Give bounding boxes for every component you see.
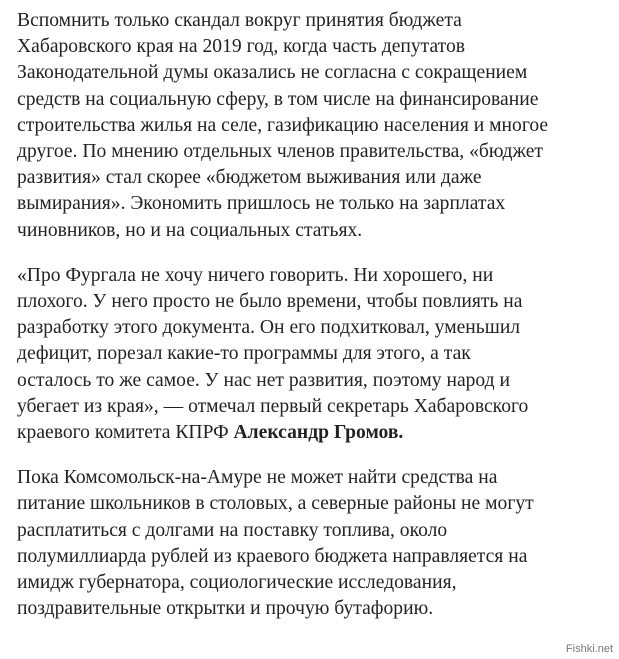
site-watermark: Fishki.net (565, 643, 613, 655)
article-body (17, 8, 613, 641)
paragraph-image-spending: Пока Комсомольск-на-Амуре не может найти средства на питание школьников в столовых, а северные районы не могут расплатиться с долгами на поставку топлива, около полумиллиарда рублей из краевого бюджета направляется на имидж губернатора, социологические исследования, поздравительные открытки и прочую бутафорию. (17, 467, 534, 620)
paragraph-budget-scandal: Вспомнить только скандал вокруг принятия бюджета Хабаровского края на 2019 год, когда часть депутатов Законодательной думы оказались не согласна с сокращением средств на социальную сферу, в том числе на финансирование строительства жилья на селе, газификацию населения и многое другое. По мнению отдельных членов правительства, «бюджет развития» стал скорее «бюджетом выживания или даже вымирания». Экономить пришлось не только на зарплатах чиновников, но и на социальных статьях. (17, 10, 549, 241)
quote-text: «Про Фургала не хочу ничего говорить. Ни хорошего, ни плохого. У него просто не было времени, чтобы повлиять на разработку этого документа. Он его подхитковал, уменьшил дефицит, порезал какие-то программы для этого, а так осталось то же самое. У нас нет развития, поэтому народ и убегает из края», — отмечал первый секретарь Хабаровского краевого комитета КПРФ (17, 264, 529, 444)
paragraph-gromov-quote (17, 263, 613, 446)
quote-author: Александр Громов. (233, 422, 404, 444)
